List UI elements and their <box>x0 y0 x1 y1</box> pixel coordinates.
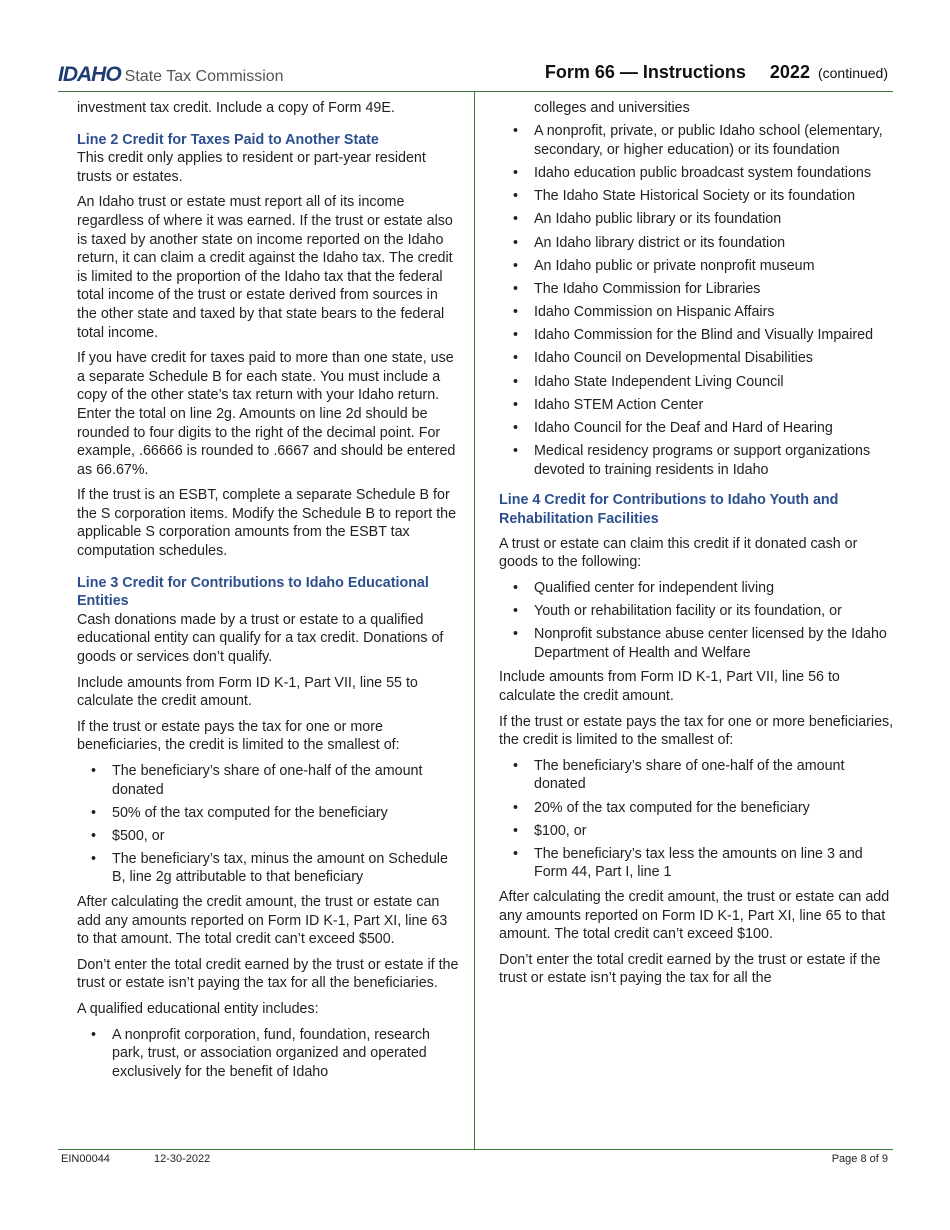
paragraph: If the trust is an ESBT, complete a separate Schedule B for the S corporation items. Modify the Schedule B to report the applicable S corporation amounts from the ESBT tax computation schedules. <box>77 487 457 560</box>
paragraph: If the trust or estate pays the tax for one or more beneficiaries, the credit is limited to the smallest of: <box>77 718 400 754</box>
paragraph: A trust or estate can claim this credit if it donated cash or goods to the following: <box>499 535 858 571</box>
list-item: • The Idaho Commission for Libraries <box>513 280 761 297</box>
list-item: • Qualified center for independent living <box>513 579 775 596</box>
left-column <box>77 99 459 1087</box>
paragraph: Include amounts from Form ID K-1, Part VII, line 56 to calculate the credit amount. <box>499 669 840 704</box>
section-heading-line4: Line 4 Credit for Contributions to Idaho Youth and Rehabilitation Facilities <box>499 492 839 527</box>
footer-divider <box>58 1149 893 1150</box>
header-divider <box>58 91 893 92</box>
list-item: • 20% of the tax computed for the beneficiary <box>513 799 810 816</box>
paragraph: Don’t enter the total credit earned by the trust or estate if the trust or estate isn’t paying the tax for all the <box>499 951 881 987</box>
form-year: 2022 <box>769 62 810 82</box>
list-item: • $100, or <box>513 822 587 839</box>
paragraph: If the trust or estate pays the tax for one or more beneficiaries, the credit is limited to the smallest of: <box>499 713 894 749</box>
list-item: • A nonprofit, private, or public Idaho school (elementary, secondary, or higher education) or its foundation <box>513 123 883 158</box>
list-item: • Idaho Commission on Hispanic Affairs <box>513 304 775 321</box>
list-item: • The Idaho State Historical Society or its foundation <box>513 188 856 205</box>
list-item: • Nonprofit substance abuse center licensed by the Idaho Department of Health and Welfare <box>513 626 887 661</box>
list-item: • Youth or rehabilitation facility or its foundation, or <box>513 602 842 619</box>
paragraph: Don’t enter the total credit earned by the trust or estate if the trust or estate isn’t paying the tax for all the beneficiaries. <box>77 956 459 992</box>
page-header <box>58 60 888 90</box>
list-item: • Idaho Council on Developmental Disabilities <box>513 350 813 367</box>
list-item: • A nonprofit corporation, fund, foundation, research park, trust, or association organized and operated exclusively for the benefit of Idaho <box>91 1026 430 1080</box>
paragraph: investment tax credit. Include a copy of Form 49E. <box>77 100 395 116</box>
list-item: • Idaho STEM Action Center <box>513 396 704 413</box>
document-code: EIN00044 <box>61 1153 110 1165</box>
line3-limit-list <box>77 762 459 887</box>
list-item: • The beneficiary’s share of one-half of the amount donated <box>513 757 845 793</box>
entity-list <box>499 99 894 479</box>
paragraph: If you have credit for taxes paid to more than one state, use a separate Schedule B for each state. You must include a copy of the other state’s tax return with your Idaho return. Enter the total on line 2g. Amounts on line 2d should be rounded to four digits to the right of the decimal point. For example, .66666 is rounded to .6667 and should be entered as 66.67%. <box>77 350 456 478</box>
form-name: Form 66 — Instructions <box>544 62 746 82</box>
paragraph: A qualified educational entity includes: <box>77 1001 319 1018</box>
list-item: • 50% of the tax computed for the beneficiary <box>91 804 388 821</box>
page-number: Page 8 of 9 <box>831 1153 888 1165</box>
logo-agency: State Tax Commission <box>124 68 284 85</box>
paragraph: Include amounts from Form ID K-1, Part VII, line 55 to calculate the credit amount. <box>77 674 418 710</box>
paragraph: Cash donations made by a trust or estate to a qualified educational entity can qualify for a tax credit. Donations of goods or services don’t qualify. <box>77 611 444 666</box>
line4-facility-list <box>499 579 894 663</box>
entity-list-start <box>77 1026 459 1082</box>
list-item: • The beneficiary’s share of one-half of the amount donated <box>91 763 423 798</box>
paragraph: An Idaho trust or estate must report all of its income regardless of where it was earned. If the trust or estate also is taxed by another state on income reported on the Idaho return, it can claim a credit against the Idaho tax. The credit is limited to the proportion of the Idaho tax that the federal total income of the trust or estate derived from sources in the other state and taxed by that state bears to the federal total income. <box>77 194 453 341</box>
list-item: • An Idaho public library or its foundation <box>513 211 782 228</box>
list-item: • $500, or <box>91 827 165 844</box>
form-title <box>545 62 888 83</box>
right-column <box>499 99 894 995</box>
list-item: • Idaho education public broadcast system foundations <box>513 164 871 181</box>
continued-label: (continued) <box>817 65 888 81</box>
section-heading-line2: Line 2 Credit for Taxes Paid to Another State <box>77 131 379 148</box>
list-item: • Idaho State Independent Living Council <box>513 373 784 390</box>
column-divider <box>474 92 475 1150</box>
section-heading-line3: Line 3 Credit for Contributions to Idaho Educational Entities <box>77 574 429 610</box>
paragraph: This credit only applies to resident or part-year resident trusts or estates. <box>77 150 426 185</box>
logo-brand: IDAHO <box>58 63 121 86</box>
list-item: • An Idaho library district or its foundation <box>513 234 786 251</box>
list-item: • The beneficiary’s tax less the amounts on line 3 and Form 44, Part I, line 1 <box>513 845 863 881</box>
list-item: • Medical residency programs or support organizations devoted to training residents in Idaho <box>513 443 871 478</box>
paragraph: After calculating the credit amount, the trust or estate can add any amounts reported on Form ID K-1, Part XI, line 65 to that amount. The total credit can’t exceed $100. <box>499 889 890 943</box>
list-item: • Idaho Council for the Deaf and Hard of Hearing <box>513 420 833 437</box>
agency-logo <box>58 63 284 87</box>
revision-date: 12-30-2022 <box>154 1153 211 1165</box>
paragraph: After calculating the credit amount, the trust or estate can add any amounts reported on Form ID K-1, Part XI, line 63 to that amount. The total credit can’t exceed $500. <box>77 894 448 948</box>
line4-limit-list <box>499 757 894 882</box>
list-item: • The beneficiary’s tax, minus the amount on Schedule B, line 2g attributable to that beneficiary <box>91 850 448 886</box>
list-item: • An Idaho public or private nonprofit museum <box>513 257 815 274</box>
list-item-continued: colleges and universities <box>534 100 690 116</box>
list-item: • Idaho Commission for the Blind and Visually Impaired <box>513 327 874 344</box>
